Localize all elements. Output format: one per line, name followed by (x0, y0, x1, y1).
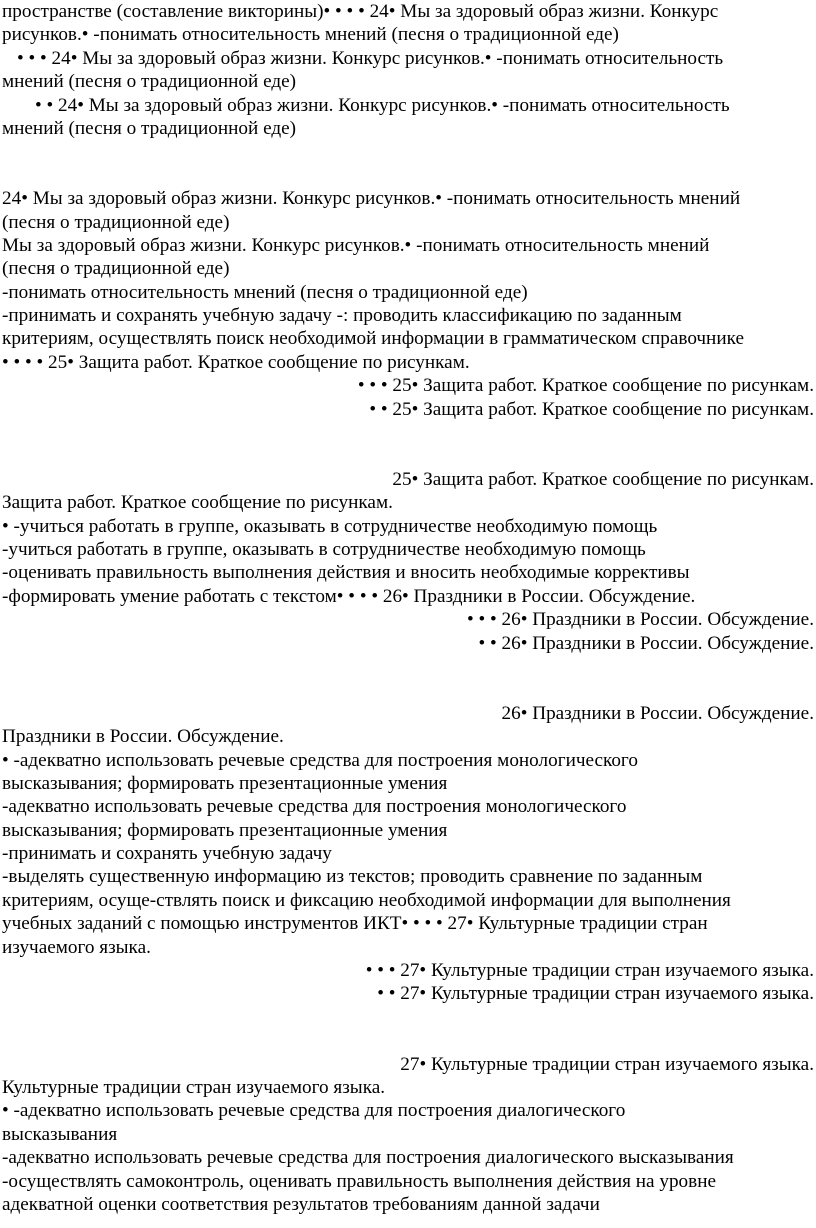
text-line: пространстве (составление викторины)• • • • 24• Мы за здоровый образ жизни. Конкурс (2, 1, 719, 22)
blank-line (2, 678, 814, 701)
text-line: (песня о традиционной еде) (2, 211, 230, 233)
text-line: критериям, осуществлять поиск необходимой информации в грамматическом справочнике (2, 328, 744, 350)
text-line: • • • 25• Защита работ. Краткое сообщение по рисункам. (357, 375, 814, 397)
text-line: • -учиться работать в группе, оказывать в сотрудничестве необходимую помощь (2, 515, 658, 537)
text-line: (песня о традиционной еде) (2, 258, 230, 280)
blank-line (2, 164, 814, 187)
text-line: Мы за здоровый образ жизни. Конкурс рисунков.• -понимать относительность мнений (2, 234, 710, 256)
text-line: • • 27• Культурные традиции стран изучаемого языка. (377, 983, 814, 1005)
text-line: -принимать и сохранять учебную задачу (2, 843, 332, 865)
text-line: • • • • 25• Защита работ. Краткое сообщение по рисункам. (2, 351, 470, 373)
text-line: критериям, осуще-ствлять поиск и фиксацию необходимой информации для выполнения (2, 889, 731, 911)
text-line: мнений (песня о традиционной еде) (2, 117, 296, 139)
text-line: рисунков.• -понимать относительность мнений (песня о традиционной еде) (2, 24, 619, 46)
blank-line (2, 1006, 814, 1029)
text-line: • • 26• Праздники в России. Обсуждение. (478, 632, 814, 654)
blank-line (2, 1029, 814, 1052)
text-line: • • • 26• Праздники в России. Обсуждение. (466, 609, 814, 631)
blank-line (2, 421, 814, 444)
text-line: -понимать относительность мнений (песня о традиционной еде) (2, 281, 528, 303)
text-line: Праздники в России. Обсуждение. (2, 726, 284, 748)
text-line: -учиться работать в группе, оказывать в сотрудничестве необходимую помощь (2, 538, 646, 560)
text-line: адекватной оценки соответствия результатов требованиям данной задачи (2, 1193, 600, 1215)
blank-line (2, 444, 814, 467)
text-line: • • 24• Мы за здоровый образ жизни. Конкурс рисунков.• -понимать относительность (35, 94, 730, 116)
text-line: 27• Культурные традиции стран изучаемого языка. (400, 1053, 814, 1075)
text-line: -оценивать правильность выполнения действия и вносить необходимые коррективы (2, 562, 690, 584)
text-line: -адекватно использовать речевые средства для построения диалогического высказывания (2, 1147, 734, 1169)
text-line: высказывания (2, 1123, 118, 1145)
blank-line (2, 140, 814, 163)
text-line: 24• Мы за здоровый образ жизни. Конкурс рисунков.• -понимать относительность мнений (2, 188, 741, 210)
text-line: мнений (песня о традиционной еде) (2, 71, 296, 93)
text-line: высказывания; формировать презентационные умения (2, 772, 448, 794)
text-line: -осуществлять самоконтроль, оценивать правильность выполнения действия на уровне (2, 1170, 716, 1192)
text-line: -адекватно использовать речевые средства для построения монологического (2, 796, 627, 818)
text-line: -выделять существенную информацию из текстов; проводить сравнение по заданным (2, 866, 703, 888)
text-line: • • 25• Защита работ. Краткое сообщение по рисункам. (369, 398, 814, 420)
text-line: • • • 24• Мы за здоровый образ жизни. Конкурс рисунков.• -понимать относительность (17, 47, 724, 69)
text-line: Культурные традиции стран изучаемого языка. (2, 1076, 386, 1098)
text-line: 25• Защита работ. Краткое сообщение по рисункам. (392, 468, 814, 490)
text-line: высказывания; формировать презентационные умения (2, 819, 448, 841)
text-line: • -адекватно использовать речевые средства для построения монологического (2, 749, 638, 771)
text-line: -принимать и сохранять учебную задачу -: проводить классификацию по заданным (2, 305, 682, 327)
text-line: • -адекватно использовать речевые средства для построения диалогического (2, 1100, 626, 1122)
text-line: изучаемого языка. (2, 936, 151, 958)
text-line: -формировать умение работать с текстом• • • • 26• Праздники в России. Обсуждение. (2, 585, 696, 607)
text-line: учебных заданий с помощью инструментов ИКТ• • • • 27• Культурные традиции стран (2, 913, 708, 935)
blank-line (2, 655, 814, 678)
text-line: • • • 27• Культурные традиции стран изучаемого языка. (365, 960, 814, 982)
text-line: Защита работ. Краткое сообщение по рисункам. (2, 492, 393, 514)
text-line: 26• Праздники в России. Обсуждение. (501, 702, 814, 724)
